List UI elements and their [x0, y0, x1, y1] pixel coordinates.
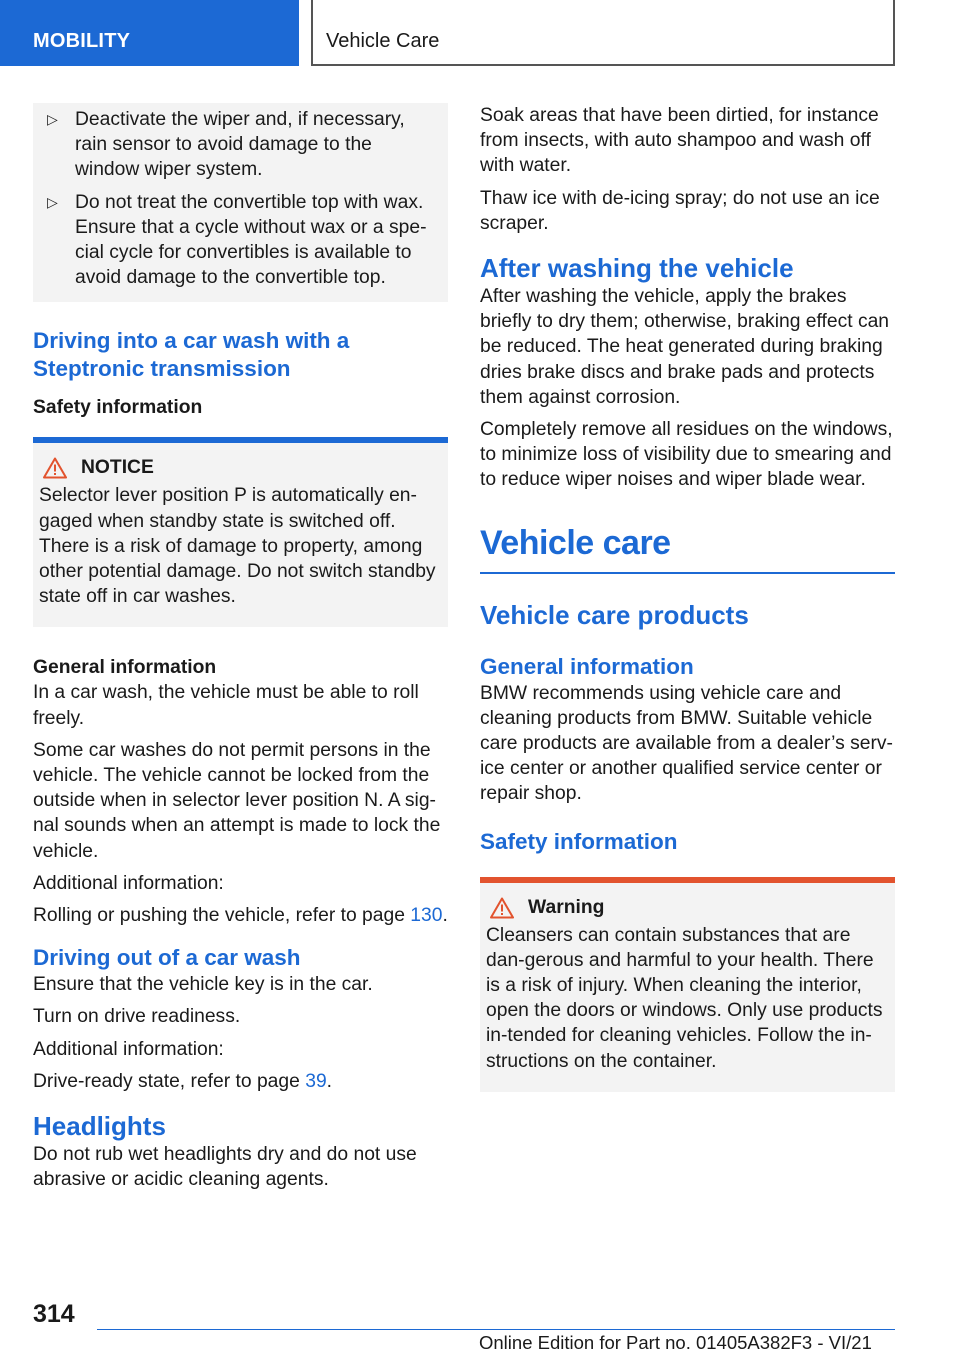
section-tab	[0, 0, 299, 66]
paragraph: Turn on drive readiness.	[33, 1006, 241, 1028]
footer-divider	[97, 1329, 895, 1330]
paragraph: Additional information:	[33, 872, 224, 894]
left-column	[33, 103, 448, 1199]
heading-general-info-right: General information	[480, 653, 694, 679]
paragraph: Additional information:	[33, 1038, 224, 1060]
notice-text: Selector lever position P is automatically en-gaged when standby state is switched off. There is a risk of damage to property, among other potential damage. Do not switch standby state off in car washes.	[39, 485, 436, 608]
notice-title: NOTICE	[81, 457, 154, 479]
heading-steptronic: Driving into a car wash with a Steptronic transmission	[33, 328, 350, 382]
heading-driving-out: Driving out of a car wash	[33, 945, 301, 971]
list-item: ▷ Deactivate the wiper and, if necessary, rain sensor to avoid damage to the window wiper system.	[47, 109, 405, 181]
paragraph: Do not rub wet headlights dry and do not use abrasive or acidic cleaning agents.	[33, 1144, 417, 1191]
bullet-list	[33, 103, 448, 302]
notice-box	[33, 437, 448, 627]
heading-vehicle-care: Vehicle care	[480, 523, 671, 562]
chapter-tab	[311, 0, 895, 66]
paragraph: BMW recommends using vehicle care and cleaning products from BMW. Suitable vehicle care products are available from a dealer’s serv-ice center or another qualified service center or repair shop.	[480, 682, 893, 805]
warning-triangle-icon	[43, 457, 67, 479]
footer-edition: Online Edition for Part no. 01405A382F3 - VI/21	[479, 1332, 872, 1353]
bullet-box	[33, 103, 448, 302]
page-reference-link[interactable]: 130	[410, 905, 443, 927]
heading-headlights: Headlights	[33, 1111, 166, 1142]
heading-divider	[480, 572, 895, 574]
paragraph: Soak areas that have been dirtied, for instance from insects, with auto shampoo and wash off with water.	[480, 105, 879, 177]
page-reference-link[interactable]: 39	[305, 1070, 327, 1092]
paragraph: Rolling or pushing the vehicle, refer to page 130.	[33, 905, 448, 927]
paragraph: Completely remove all residues on the windows, to minimize loss of visibility due to smearing and to reduce wiper noises and wiper blade wear.	[480, 419, 893, 491]
heading-after-washing: After washing the vehicle	[480, 253, 794, 284]
triangle-bullet-icon: ▷	[47, 111, 58, 127]
heading-safety-info: Safety information	[33, 397, 203, 419]
warning-title: Warning	[528, 896, 605, 918]
paragraph: After washing the vehicle, apply the brakes briefly to dry them; otherwise, braking effect can be reduced. The heat generated during braking dries brake discs and brake pads and protects them against corrosion.	[480, 286, 890, 408]
paragraph: In a car wash, the vehicle must be able to roll freely.	[33, 682, 419, 729]
heading-safety-info-right: Safety information	[480, 828, 678, 854]
paragraph: Drive-ready state, refer to page 39.	[33, 1070, 333, 1092]
heading-general-info: General information	[33, 657, 217, 679]
page-number: 314	[33, 1300, 75, 1328]
heading-care-products: Vehicle care products	[480, 599, 749, 630]
warning-box	[480, 877, 895, 1092]
chapter-label: Vehicle Care	[326, 30, 440, 52]
paragraph: Thaw ice with de-icing spray; do not use an ice scraper.	[480, 187, 880, 234]
paragraph: Ensure that the vehicle key is in the car.	[33, 974, 373, 996]
right-column	[480, 103, 895, 1092]
warning-triangle-icon	[490, 897, 514, 919]
triangle-bullet-icon: ▷	[47, 193, 58, 210]
list-item: ▷ Do not treat the convertible top with wax. Ensure that a cycle without wax or a spe-cial cycle for convertibles is available to avoid damage to the convertible top.	[47, 191, 427, 289]
section-label: MOBILITY	[33, 30, 131, 52]
warning-text: Cleansers can contain substances that are dan-gerous and harmful to your health. There is a risk of injury. When cleaning the interior, open the doors or windows. Only use products in-tended for cleaning vehicles. Follow the in-structions on the container.	[486, 924, 883, 1072]
paragraph: Some car washes do not permit persons in the vehicle. The vehicle cannot be locked from the outside when in selector lever position N. A sig-nal sounds when an attempt is made to lock the vehicle.	[33, 739, 441, 862]
